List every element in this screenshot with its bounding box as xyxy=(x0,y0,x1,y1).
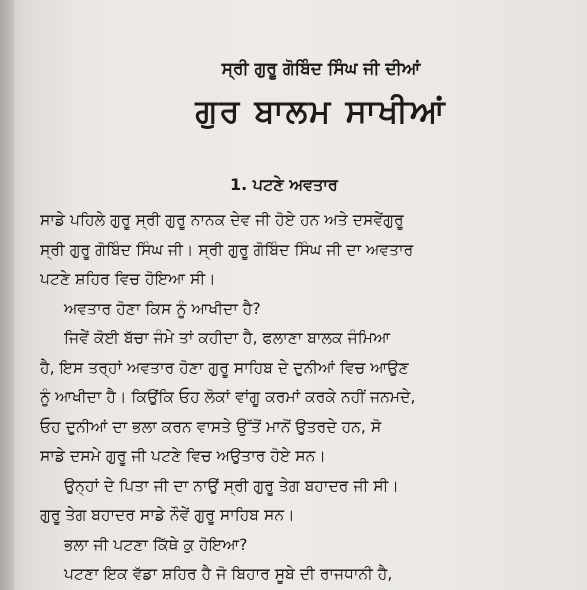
text-line-3: ਪਟਣੇ ਸ਼ਹਿਰ ਵਿਚ ਹੋਇਆ ਸੀ। xyxy=(40,270,216,288)
book-subtitle: ਸ੍ਰੀ ਗੁਰੂ ਗੋਬਿੰਦ ਸਿੰਘ ਜੀ ਦੀਆਂ xyxy=(221,59,421,79)
text-line-11: ਗੁਰੂ ਤੇਗ ਬਹਾਦਰ ਸਾਡੇ ਨੌਵੇਂ ਗੁਰੂ ਸਾਹਿਬ ਸਨ। xyxy=(40,506,295,524)
text-line-8: ਓਹ ਦੁਨੀਆਂ ਦਾ ਭਲਾ ਕਰਨ ਵਾਸਤੇ ਉੱਤੋਂ ਮਾਨੋਂ ਉਤਰਦੇ ਹਨ, ਸੋ xyxy=(40,417,382,436)
text-line-7: ਨੂੰ ਆਖੀਦਾ ਹੈ। ਕਿਉਂਕਿ ਓਹ ਲੋਕਾਂ ਵਾਂਗੂ ਕਰਮਾਂ ਕਰਕੇ ਨਹੀਂ ਜਨਮਦੇ, xyxy=(40,388,416,406)
text-line-13: ਪਟਣਾ ਇਕ ਵੱਡਾ ਸ਼ਹਿਰ ਹੈ ਜੋ ਬਿਹਾਰ ਸੂਬੇ ਦੀ ਰਾਜਧਾਨੀ ਹੈ, xyxy=(64,565,393,583)
page-gutter xyxy=(0,0,14,590)
text-line-9: ਸਾਡੇ ਦਸਮੇ ਗੁਰੂ ਜੀ ਪਟਣੇ ਵਿਚ ਅਉਤਾਰ ਹੋਏ ਸਨ। xyxy=(40,447,326,465)
text-line-10: ਉਨ੍ਹਾਂ ਦੇ ਪਿਤਾ ਜੀ ਦਾ ਨਾਉਂ ਸ੍ਰੀ ਗੁਰੂ ਤੇਗ ਬਹਾਦਰ ਜੀ ਸੀ। xyxy=(64,476,399,495)
chapter-heading: 1. ਪਟਣੇ ਅਵਤਾਰ xyxy=(230,175,338,194)
text-line-4: ਅਵਤਾਰ ਹੋਣਾ ਕਿਸ ਨੂੰ ਆਖੀਦਾ ਹੈ? xyxy=(64,299,261,318)
page-content xyxy=(40,58,568,590)
text-line-12: ਭਲਾ ਜੀ ਪਟਣਾ ਕਿੱਥੇ ਕੁ ਹੋਇਆ? xyxy=(64,535,248,554)
book-title: ਗੁਰ ਬਾਲਮ ਸਾਖੀਆਂ xyxy=(195,92,447,130)
text-line-1: ਸਾਡੇ ਪਹਿਲੇ ਗੁਰੂ ਸ੍ਰੀ ਗੁਰੂ ਨਾਨਕ ਦੇਵ ਜੀ ਹੋਏ ਹਨ ਅਤੇ ਦਸਵੇਂਗੁਰੂ xyxy=(40,211,404,229)
text-line-2: ਸ੍ਰੀ ਗੁਰੂ ਗੋਬਿੰਦ ਸਿੰਘ ਜੀ। ਸ੍ਰੀ ਗੁਰੂ ਗੋਬਿੰਦ ਸਿੰਘ ਜੀ ਦਾ ਅਵਤਾਰ xyxy=(40,240,414,259)
text-line-6: ਹੈ, ਇਸ ਤਰ੍ਹਾਂ ਅਵਤਾਰ ਹੋਣਾ ਗੁਰੂ ਸਾਹਿਬ ਦੇ ਦੁਨੀਆਂ ਵਿਚ ਆਉਣ xyxy=(40,358,409,377)
body-text xyxy=(40,206,568,590)
text-line-5: ਜਿਵੇਂ ਕੋਈ ਬੱਚਾ ਜੰਮੇ ਤਾਂ ਕਹੀਦਾ ਹੈ, ਫਲਾਣਾ ਬਾਲਕ ਜੰਮਿਆ xyxy=(64,329,391,347)
